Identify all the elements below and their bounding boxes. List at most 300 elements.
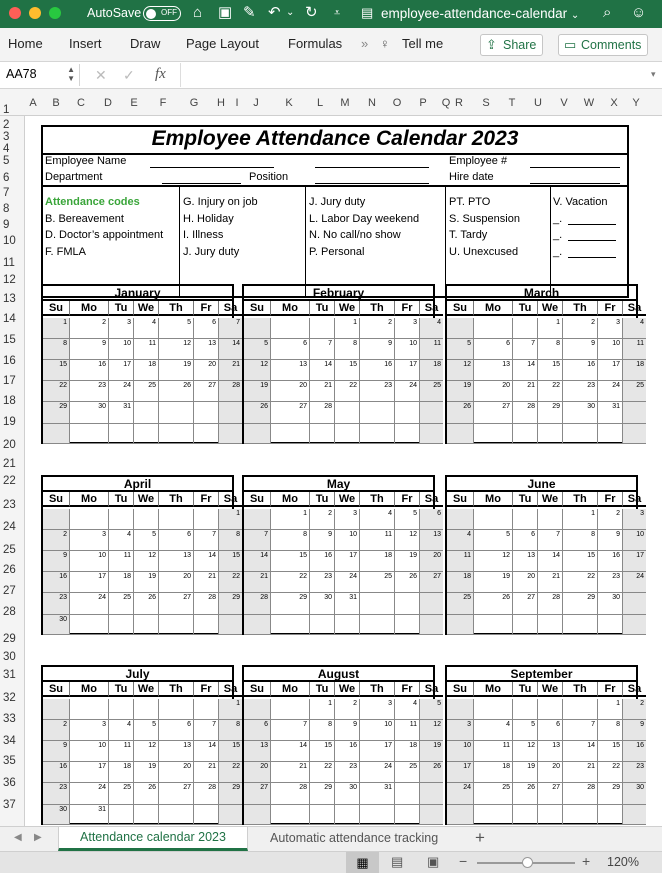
column-header-y[interactable]: Y [632,97,640,109]
code-blank-line[interactable] [568,240,616,241]
day-cell[interactable]: 7 [271,720,310,741]
day-cell[interactable] [598,615,623,635]
day-cell[interactable] [109,424,134,444]
day-cell[interactable]: 1 [271,509,310,530]
column-header-k[interactable]: K [285,97,293,109]
day-cell[interactable]: 5 [134,530,159,551]
column-header-j[interactable]: J [253,97,259,109]
column-header-w[interactable]: W [583,97,595,109]
day-cell[interactable] [395,424,420,444]
day-cell[interactable]: 15 [563,551,598,572]
day-cell[interactable] [447,615,474,635]
day-cell[interactable]: 18 [109,572,134,593]
day-cell[interactable]: 12 [513,741,538,762]
day-cell[interactable] [244,424,271,444]
day-cell[interactable] [447,805,474,825]
day-cell[interactable] [335,615,360,635]
day-cell[interactable]: 5 [244,339,271,360]
day-cell[interactable] [194,424,219,444]
day-cell[interactable]: 22 [563,572,598,593]
day-cell[interactable] [623,424,646,444]
day-cell[interactable]: 12 [134,551,159,572]
day-cell[interactable]: 19 [447,381,474,402]
day-cell[interactable]: 13 [159,741,194,762]
day-cell[interactable]: 16 [335,741,360,762]
row-header-8[interactable]: 8 [3,203,10,215]
day-cell[interactable] [513,699,538,720]
day-cell[interactable] [109,509,134,530]
day-cell[interactable]: 4 [447,530,474,551]
day-cell[interactable] [159,402,194,424]
day-cell[interactable]: 13 [513,551,538,572]
day-cell[interactable] [194,699,219,720]
day-cell[interactable]: 20 [513,572,538,593]
day-cell[interactable]: 17 [623,551,646,572]
day-cell[interactable]: 1 [310,699,335,720]
day-cell[interactable]: 16 [43,572,70,593]
tab-formulas[interactable]: Formulas [288,36,343,51]
day-cell[interactable] [360,424,395,444]
day-cell[interactable]: 4 [420,318,443,339]
blank-line-1[interactable] [315,167,429,168]
day-cell[interactable] [43,424,70,444]
undo-icon[interactable]: ↶ [268,4,281,21]
day-cell[interactable]: 21 [194,762,219,783]
day-cell[interactable]: 30 [563,402,598,424]
zoom-in-icon[interactable]: + [582,853,591,869]
day-cell[interactable]: 20 [538,762,563,783]
day-cell[interactable]: 20 [420,551,443,572]
row-header-28[interactable]: 28 [3,606,16,618]
day-cell[interactable]: 2 [623,699,646,720]
day-cell[interactable]: 11 [109,741,134,762]
day-cell[interactable]: 14 [271,741,310,762]
day-cell[interactable]: 6 [244,720,271,741]
day-cell[interactable]: 15 [219,741,242,762]
zoom-level[interactable]: 120% [607,855,639,869]
day-cell[interactable]: 29 [538,402,563,424]
page-layout-view-icon[interactable]: ▤ [391,854,404,869]
row-header-7[interactable]: 7 [3,187,10,199]
day-cell[interactable]: 15 [598,741,623,762]
day-cell[interactable]: 8 [219,530,242,551]
day-cell[interactable] [70,509,109,530]
day-cell[interactable]: 28 [194,593,219,615]
day-cell[interactable] [310,615,335,635]
column-header-g[interactable]: G [189,97,199,109]
customize-toolbar-icon[interactable]: ⩡ [334,7,341,19]
day-cell[interactable] [271,699,310,720]
column-header-s[interactable]: S [482,97,490,109]
day-cell[interactable] [219,615,242,635]
day-cell[interactable]: 7 [194,720,219,741]
save-icon[interactable]: ▣ [218,4,233,21]
day-cell[interactable]: 29 [43,402,70,424]
day-cell[interactable]: 2 [43,720,70,741]
day-cell[interactable] [271,318,310,339]
name-box-stepper-icon[interactable]: ▲ ▼ [67,65,75,83]
day-cell[interactable]: 21 [244,572,271,593]
day-cell[interactable] [360,615,395,635]
day-cell[interactable]: 27 [538,783,563,805]
day-cell[interactable] [194,402,219,424]
day-cell[interactable]: 21 [513,381,538,402]
day-cell[interactable]: 1 [219,699,242,720]
day-cell[interactable]: 18 [360,551,395,572]
comments-button[interactable] [558,34,648,56]
day-cell[interactable] [70,424,109,444]
day-cell[interactable]: 31 [109,402,134,424]
day-cell[interactable]: 1 [219,509,242,530]
day-cell[interactable] [159,699,194,720]
day-cell[interactable]: 12 [134,741,159,762]
autosave-toggle[interactable] [143,6,181,21]
row-header-5[interactable]: 5 [3,155,10,167]
day-cell[interactable]: 8 [271,530,310,551]
day-cell[interactable]: 3 [109,318,134,339]
day-cell[interactable] [219,805,242,825]
day-cell[interactable]: 1 [563,509,598,530]
day-cell[interactable]: 24 [447,783,474,805]
day-cell[interactable]: 30 [623,783,646,805]
column-header-e[interactable]: E [130,97,138,109]
day-cell[interactable]: 5 [159,318,194,339]
day-cell[interactable] [134,424,159,444]
day-cell[interactable]: 22 [219,762,242,783]
day-cell[interactable] [395,402,420,424]
day-cell[interactable]: 15 [310,741,335,762]
day-cell[interactable] [563,424,598,444]
day-cell[interactable]: 19 [420,741,443,762]
day-cell[interactable]: 7 [244,530,271,551]
day-cell[interactable]: 17 [70,762,109,783]
day-cell[interactable]: 27 [159,783,194,805]
day-cell[interactable]: 2 [360,318,395,339]
day-cell[interactable]: 20 [244,762,271,783]
row-header-32[interactable]: 32 [3,692,16,704]
row-header-16[interactable]: 16 [3,355,16,367]
day-cell[interactable]: 11 [360,530,395,551]
column-header-m[interactable]: M [340,97,350,109]
add-sheet-button[interactable]: + [475,828,485,847]
day-cell[interactable]: 16 [563,360,598,381]
day-cell[interactable]: 3 [335,509,360,530]
day-cell[interactable]: 26 [244,402,271,424]
column-header-a[interactable]: A [29,97,37,109]
tab-attendance-calendar[interactable]: Attendance calendar 2023 [58,827,248,851]
day-cell[interactable]: 27 [474,402,513,424]
day-cell[interactable]: 20 [271,381,310,402]
day-cell[interactable]: 15 [219,551,242,572]
day-cell[interactable] [271,805,310,825]
edit-icon[interactable]: ✎ [243,4,256,21]
day-cell[interactable]: 28 [244,593,271,615]
day-cell[interactable]: 1 [598,699,623,720]
day-cell[interactable]: 9 [43,551,70,572]
prev-sheet-icon[interactable]: ◀ [14,832,22,843]
row-header-11[interactable]: 11 [3,257,15,269]
day-cell[interactable]: 19 [159,360,194,381]
day-cell[interactable] [159,805,194,825]
day-cell[interactable]: 10 [395,339,420,360]
day-cell[interactable]: 23 [70,381,109,402]
column-header-i[interactable]: I [235,97,239,109]
day-cell[interactable]: 6 [538,720,563,741]
column-header-f[interactable]: F [159,97,167,109]
day-cell[interactable]: 21 [271,762,310,783]
day-cell[interactable]: 2 [563,318,598,339]
day-cell[interactable]: 26 [134,593,159,615]
redo-icon[interactable]: ↻ [305,4,318,21]
day-cell[interactable]: 16 [598,551,623,572]
day-cell[interactable]: 19 [134,572,159,593]
day-cell[interactable]: 3 [623,509,646,530]
row-header-9[interactable]: 9 [3,219,10,231]
day-cell[interactable]: 17 [109,360,134,381]
day-cell[interactable]: 16 [70,360,109,381]
day-cell[interactable] [70,615,109,635]
day-cell[interactable]: 19 [134,762,159,783]
day-cell[interactable]: 8 [310,720,335,741]
more-tabs-icon[interactable]: » [361,36,369,51]
day-cell[interactable]: 24 [70,783,109,805]
day-cell[interactable]: 4 [360,509,395,530]
day-cell[interactable]: 18 [395,741,420,762]
day-cell[interactable]: 18 [420,360,443,381]
day-cell[interactable]: 9 [335,720,360,741]
day-cell[interactable]: 20 [159,762,194,783]
day-cell[interactable]: 9 [623,720,646,741]
day-cell[interactable]: 13 [474,360,513,381]
day-cell[interactable]: 30 [598,593,623,615]
zoom-out-icon[interactable]: − [459,853,468,869]
day-cell[interactable]: 8 [219,720,242,741]
day-cell[interactable]: 3 [598,318,623,339]
day-cell[interactable]: 8 [598,720,623,741]
day-cell[interactable]: 15 [43,360,70,381]
day-cell[interactable]: 13 [538,741,563,762]
day-cell[interactable]: 7 [563,720,598,741]
day-cell[interactable]: 13 [244,741,271,762]
day-cell[interactable]: 6 [420,509,443,530]
day-cell[interactable]: 29 [271,593,310,615]
day-cell[interactable] [244,699,271,720]
row-header-17[interactable]: 17 [3,375,16,387]
day-cell[interactable] [159,509,194,530]
day-cell[interactable]: 15 [335,360,360,381]
day-cell[interactable]: 25 [395,762,420,783]
day-cell[interactable]: 27 [244,783,271,805]
day-cell[interactable] [335,424,360,444]
day-cell[interactable]: 24 [395,381,420,402]
enter-icon[interactable]: ✓ [123,67,135,83]
row-header-36[interactable]: 36 [3,777,16,789]
day-cell[interactable]: 10 [335,530,360,551]
day-cell[interactable]: 7 [219,318,242,339]
day-cell[interactable]: 15 [271,551,310,572]
day-cell[interactable]: 5 [420,699,443,720]
day-cell[interactable]: 11 [623,339,646,360]
day-cell[interactable]: 16 [310,551,335,572]
close-window-button[interactable] [9,7,21,19]
column-header-b[interactable]: B [52,97,60,109]
day-cell[interactable]: 28 [538,593,563,615]
day-cell[interactable] [244,318,271,339]
column-header-x[interactable]: X [610,97,618,109]
day-cell[interactable]: 17 [395,360,420,381]
day-cell[interactable]: 14 [219,339,242,360]
day-cell[interactable]: 12 [395,530,420,551]
day-cell[interactable]: 26 [513,783,538,805]
day-cell[interactable] [474,805,513,825]
day-cell[interactable] [395,593,420,615]
day-cell[interactable]: 10 [109,339,134,360]
day-cell[interactable] [43,509,70,530]
day-cell[interactable]: 4 [623,318,646,339]
day-cell[interactable] [219,402,242,424]
day-cell[interactable]: 26 [134,783,159,805]
name-box[interactable] [0,64,80,86]
day-cell[interactable]: 14 [310,360,335,381]
row-header-4[interactable]: 4 [3,143,10,155]
day-cell[interactable]: 14 [244,551,271,572]
column-header-d[interactable]: D [104,97,112,109]
day-cell[interactable]: 3 [70,530,109,551]
day-cell[interactable] [623,805,646,825]
day-cell[interactable]: 9 [563,339,598,360]
day-cell[interactable]: 12 [159,339,194,360]
day-cell[interactable]: 29 [598,783,623,805]
day-cell[interactable] [335,805,360,825]
day-cell[interactable]: 10 [447,741,474,762]
day-cell[interactable]: 5 [447,339,474,360]
day-cell[interactable]: 11 [474,741,513,762]
day-cell[interactable]: 26 [420,762,443,783]
row-header-34[interactable]: 34 [3,735,16,747]
row-header-13[interactable]: 13 [3,293,16,305]
day-cell[interactable]: 17 [360,741,395,762]
day-cell[interactable]: 2 [310,509,335,530]
day-cell[interactable]: 14 [194,551,219,572]
day-cell[interactable]: 18 [134,360,159,381]
column-header-t[interactable]: T [508,97,516,109]
day-cell[interactable] [194,509,219,530]
day-cell[interactable]: 2 [70,318,109,339]
day-cell[interactable] [513,509,538,530]
day-cell[interactable]: 29 [563,593,598,615]
day-cell[interactable]: 14 [513,360,538,381]
day-cell[interactable]: 24 [109,381,134,402]
day-cell[interactable]: 19 [395,551,420,572]
day-cell[interactable] [360,593,395,615]
day-cell[interactable]: 10 [360,720,395,741]
day-cell[interactable]: 27 [159,593,194,615]
day-cell[interactable] [474,699,513,720]
tab-insert[interactable]: Insert [69,36,102,51]
day-cell[interactable] [219,424,242,444]
day-cell[interactable]: 16 [623,741,646,762]
day-cell[interactable]: 30 [335,783,360,805]
row-header-21[interactable]: 21 [3,458,16,470]
day-cell[interactable]: 13 [420,530,443,551]
day-cell[interactable]: 22 [335,381,360,402]
column-header-r[interactable]: R [455,97,463,109]
column-header-q[interactable]: Q [441,97,451,109]
day-cell[interactable]: 4 [134,318,159,339]
day-cell[interactable]: 9 [70,339,109,360]
day-cell[interactable]: 2 [335,699,360,720]
day-cell[interactable] [623,593,646,615]
day-cell[interactable]: 3 [447,720,474,741]
tab-page-layout[interactable]: Page Layout [186,36,260,51]
day-cell[interactable]: 20 [159,572,194,593]
day-cell[interactable]: 7 [513,339,538,360]
row-header-12[interactable]: 12 [3,274,16,286]
day-cell[interactable]: 28 [271,783,310,805]
day-cell[interactable]: 4 [109,530,134,551]
row-header-35[interactable]: 35 [3,755,16,767]
column-header-o[interactable]: O [392,97,402,109]
day-cell[interactable] [447,509,474,530]
column-header-c[interactable]: C [77,97,85,109]
row-header-19[interactable]: 19 [3,416,16,428]
column-header-l[interactable]: L [316,97,324,109]
day-cell[interactable]: 25 [109,783,134,805]
department-line[interactable] [162,183,241,184]
employee-name-line[interactable] [150,167,274,168]
day-cell[interactable]: 20 [194,360,219,381]
tab-automatic-tracking[interactable]: Automatic attendance tracking [270,831,439,845]
day-cell[interactable]: 6 [513,530,538,551]
day-cell[interactable]: 25 [447,593,474,615]
day-cell[interactable]: 19 [513,762,538,783]
row-header-3[interactable]: 3 [3,131,10,143]
day-cell[interactable]: 22 [310,762,335,783]
day-cell[interactable]: 28 [219,381,242,402]
day-cell[interactable] [395,805,420,825]
day-cell[interactable]: 21 [563,762,598,783]
day-cell[interactable]: 22 [598,762,623,783]
day-cell[interactable] [310,805,335,825]
day-cell[interactable]: 9 [310,530,335,551]
day-cell[interactable]: 7 [194,530,219,551]
day-cell[interactable]: 29 [219,593,242,615]
day-cell[interactable]: 21 [194,572,219,593]
day-cell[interactable] [538,805,563,825]
row-header-24[interactable]: 24 [3,521,16,533]
account-icon[interactable]: ☺ [631,4,647,21]
day-cell[interactable] [360,402,395,424]
day-cell[interactable] [420,805,443,825]
day-cell[interactable] [474,615,513,635]
row-header-2[interactable]: 2 [3,119,10,131]
day-cell[interactable]: 23 [335,762,360,783]
day-cell[interactable]: 6 [271,339,310,360]
day-cell[interactable]: 9 [43,741,70,762]
page-break-view-icon[interactable]: ▣ [427,854,440,869]
day-cell[interactable]: 17 [70,572,109,593]
share-button[interactable] [480,34,543,56]
day-cell[interactable]: 21 [219,360,242,381]
day-cell[interactable] [194,615,219,635]
day-cell[interactable] [538,699,563,720]
day-cell[interactable]: 26 [159,381,194,402]
day-cell[interactable]: 8 [563,530,598,551]
day-cell[interactable]: 9 [598,530,623,551]
day-cell[interactable] [310,318,335,339]
day-cell[interactable]: 22 [43,381,70,402]
day-cell[interactable]: 28 [194,783,219,805]
